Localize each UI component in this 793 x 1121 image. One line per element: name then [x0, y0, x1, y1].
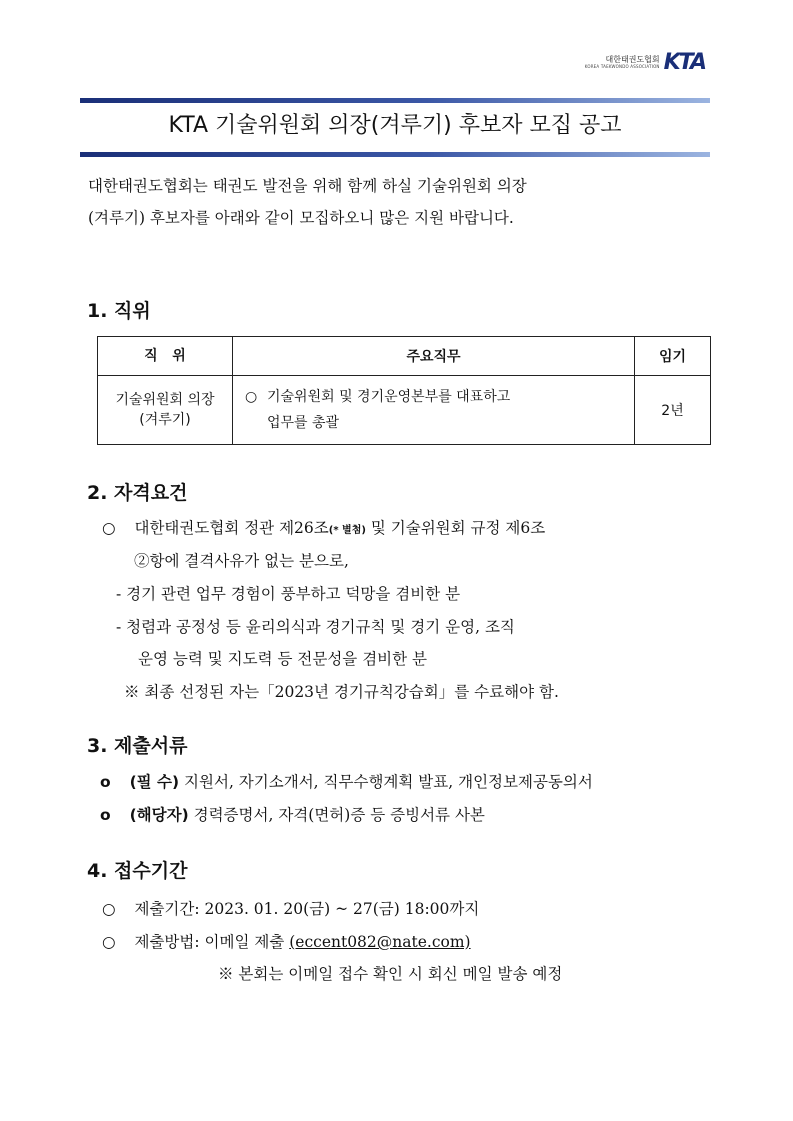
position-cell	[98, 376, 233, 445]
applicable-docs: 경력증명서, 자격(면허)증 등 증빙서류 사본	[188, 806, 485, 824]
submission-period-line	[102, 897, 479, 919]
duty-line-1	[245, 384, 633, 410]
intro-line-1: 대한태권도협회는 태권도 발전을 위해 함께 하실 기술위원회 의장	[88, 177, 527, 195]
logo-org-ko: 대한태권도협회	[605, 54, 660, 64]
qualification-bullet: ○	[102, 519, 116, 537]
reply-note: ※ 본회는 이메일 접수 확인 시 회신 메일 발송 예정	[218, 965, 563, 983]
table-row	[98, 376, 711, 445]
submission-period: 제출기간: 2023. 01. 20(금) ~ 27(금) 18:00까지	[134, 900, 480, 918]
kta-logo	[585, 50, 705, 75]
qualification-line-1	[102, 516, 545, 538]
qualification-dash-2a: - 청렴과 공정성 등 윤리의식과 경기규칙 및 경기 운영, 조직	[116, 618, 515, 636]
qualification-text-a: 대한태권도협회 정관 제26조	[134, 519, 329, 537]
duty-bullet: ○	[245, 389, 258, 405]
duty-indent	[245, 410, 267, 436]
qualification-note: ※ 최종 선정된 자는「2023년 경기규칙강습회」를 수료해야 함.	[124, 683, 559, 701]
email-link[interactable]: (eccent082@nate.com)	[289, 933, 471, 951]
logo-mark: KTA	[663, 50, 705, 75]
section-3-heading: 3. 제출서류	[87, 735, 188, 757]
logo-org-en: KOREA TAEKWONDO ASSOCIATION	[584, 63, 660, 69]
applicable-label: (해당자)	[129, 806, 189, 824]
method-bullet: ○	[102, 933, 116, 951]
submission-method-line	[102, 930, 471, 952]
header-term: 임기	[635, 337, 711, 376]
page-title: KTA 기술위원회 의장(겨루기) 후보자 모집 공고	[168, 113, 622, 138]
required-docs-line	[100, 770, 593, 792]
submission-method: 제출방법: 이메일 제출	[134, 933, 290, 951]
section-1-heading: 1. 직위	[87, 300, 151, 322]
section-4-heading: 4. 접수기간	[87, 860, 188, 882]
duty-text-1: 기술위원회 및 경기운영본부를 대표하고	[267, 389, 511, 405]
title-bar-bottom	[80, 152, 710, 157]
required-docs: 지원서, 자기소개서, 직무수행계획 발표, 개인정보제공동의서	[179, 773, 593, 791]
applicable-bullet: o	[100, 806, 111, 824]
required-bullet: o	[100, 773, 111, 791]
logo-text	[585, 56, 660, 69]
qualification-dash-2b: 운영 능력 및 지도력 등 전문성을 겸비한 분	[138, 650, 428, 668]
duty-line-2	[245, 410, 633, 436]
term-cell: 2년	[635, 376, 711, 445]
qualification-text-b: 및 기술위원회 규정 제6조	[365, 519, 546, 537]
intro-line-2: (겨루기) 후보자를 아래와 같이 모집하오니 많은 지원 바랍니다.	[88, 209, 514, 227]
position-table	[97, 336, 711, 445]
header-position: 직 위	[98, 337, 233, 376]
required-label: (필 수)	[129, 773, 180, 791]
qualification-dash-1: - 경기 관련 업무 경험이 풍부하고 덕망을 겸비한 분	[116, 585, 461, 603]
position-name: 기술위원회 의장	[115, 392, 215, 408]
position-table-header	[98, 337, 711, 376]
duties-cell	[233, 376, 635, 445]
header-duties: 주요직무	[233, 337, 635, 376]
attachment-note: (* 별첨)	[328, 525, 366, 536]
position-sub: (겨루기)	[139, 412, 191, 428]
title-bar-top	[80, 98, 710, 103]
qualification-line-2: ②항에 결격사유가 없는 분으로,	[134, 552, 349, 570]
intro-paragraph	[88, 170, 728, 234]
duty-text-2: 업무를 총괄	[267, 415, 340, 431]
section-2-heading: 2. 자격요건	[87, 482, 188, 504]
applicable-docs-line	[100, 803, 485, 825]
period-bullet: ○	[102, 900, 116, 918]
